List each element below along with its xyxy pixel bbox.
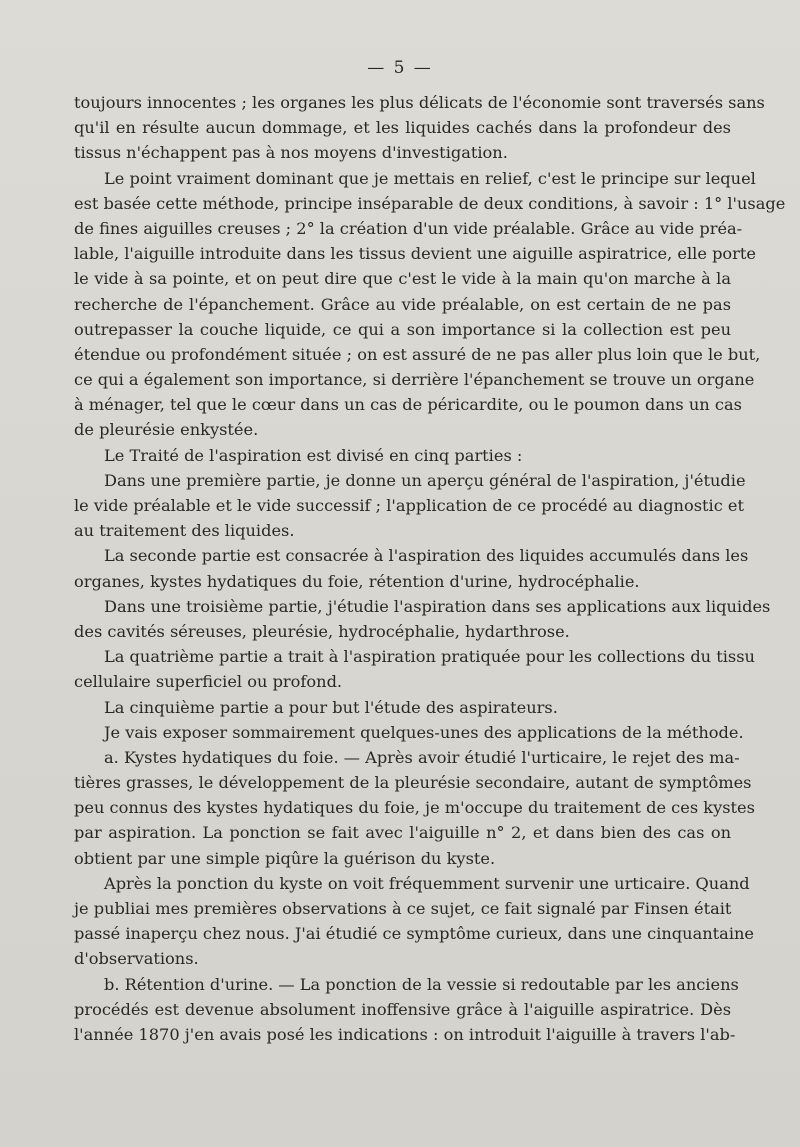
text-line: de pleurésie enkystée. — [74, 420, 259, 440]
text-line: b. Rétention d'urine. — La ponction de la vessie si redoutable par les anciens — [104, 974, 739, 994]
text-line: ce qui a également son importance, si derrière l'épanchement se trouve un organe — [74, 370, 755, 390]
text-line: La cinquième partie a pour but l'étude des aspirateurs. — [104, 697, 558, 717]
text-line: Dans une première partie, je donne un aperçu général de l'aspiration, j'étudie — [104, 470, 746, 490]
text-line: des cavités séreuses, pleurésie, hydrocéphalie, hydarthrose. — [74, 621, 570, 641]
text-line: La seconde partie est consacrée à l'aspiration des liquides accumulés dans les — [104, 546, 749, 566]
text-line: organes, kystes hydatiques du foie, rétention d'urine, hydrocéphalie. — [74, 571, 640, 591]
text-line: au traitement des liquides. — [74, 521, 295, 541]
text-line: d'observations. — [74, 949, 199, 969]
page-number: — 5 — — [367, 58, 433, 78]
text-line: tissus n'échappent pas à nos moyens d'investigation. — [74, 143, 508, 163]
text-line: le vide préalable et le vide successif ; l'application de ce procédé au diagnostic et — [74, 496, 745, 515]
text-line: à ménager, tel que le cœur dans un cas de péricardite, ou le poumon dans un cas — [74, 395, 742, 415]
text-line: par aspiration. La ponction se fait avec l'aiguille n° 2, et dans bien des cas on — [74, 823, 731, 843]
text-line: lable, l'aiguille introduite dans les tissus devient une aiguille aspiratrice, elle porte — [74, 244, 757, 264]
text-line: l'année 1870 j'en avais posé les indications : on introduit l'aiguille à travers l'ab- — [74, 1024, 736, 1044]
text-line: Je vais exposer sommairement quelques-unes des applications de la méthode. — [104, 722, 744, 742]
text-line: Après la ponction du kyste on voit fréquemment survenir une urticaire. Quand — [104, 873, 750, 893]
text-line: est basée cette méthode, principe inséparable de deux conditions, à savoir : 1° l'usage — [74, 193, 786, 213]
text-line: La quatrième partie a trait à l'aspiration pratiquée pour les collections du tissu — [104, 647, 755, 667]
page-body-text — [74, 90, 786, 1047]
text-line: Le Traité de l'aspiration est divisé en cinq parties : — [104, 445, 523, 465]
text-line: le vide à sa pointe, et on peut dire que c'est le vide à la main qu'on marche à la — [74, 269, 731, 289]
text-line: toujours innocentes ; les organes les plus délicats de l'économie sont traversés sans — [74, 93, 765, 112]
text-line: passé inaperçu chez nous. J'ai étudié ce symptôme curieux, dans une cinquantaine — [74, 924, 755, 944]
text-line: cellulaire superficiel ou profond. — [74, 672, 343, 692]
text-line: de fines aiguilles creuses ; 2° la création d'un vide préalable. Grâce au vide préa- — [74, 218, 743, 238]
text-line: a. Kystes hydatiques du foie. — Après avoir étudié l'urticaire, le rejet des ma- — [104, 747, 740, 767]
text-line: étendue ou profondément située ; on est assuré de ne pas aller plus loin que le but, — [74, 344, 761, 364]
text-line: Dans une troisième partie, j'étudie l'aspiration dans ses applications aux liquides — [104, 596, 771, 616]
text-line: je publiai mes premières observations à ce sujet, ce fait signalé par Finsen était — [74, 899, 732, 918]
text-line: peu connus des kystes hydatiques du foie, je m'occupe du traitement de ces kystes — [74, 798, 755, 818]
text-line: Le point vraiment dominant que je mettais en relief, c'est le principe sur lequel — [104, 168, 756, 188]
text-line: procédés est devenue absolument inoffensive grâce à l'aiguille aspiratrice. Dès — [74, 999, 731, 1019]
text-line: tières grasses, le développement de la pleurésie secondaire, autant de symptômes — [74, 773, 752, 793]
text-line: qu'il en résulte aucun dommage, et les liquides cachés dans la profondeur des — [74, 118, 731, 138]
text-line: obtient par une simple piqûre la guérison du kyste. — [74, 848, 496, 868]
text-line: recherche de l'épanchement. Grâce au vide préalable, on est certain de ne pas — [74, 294, 731, 314]
text-line: outrepasser la couche liquide, ce qui a son importance si la collection est peu — [74, 319, 731, 339]
